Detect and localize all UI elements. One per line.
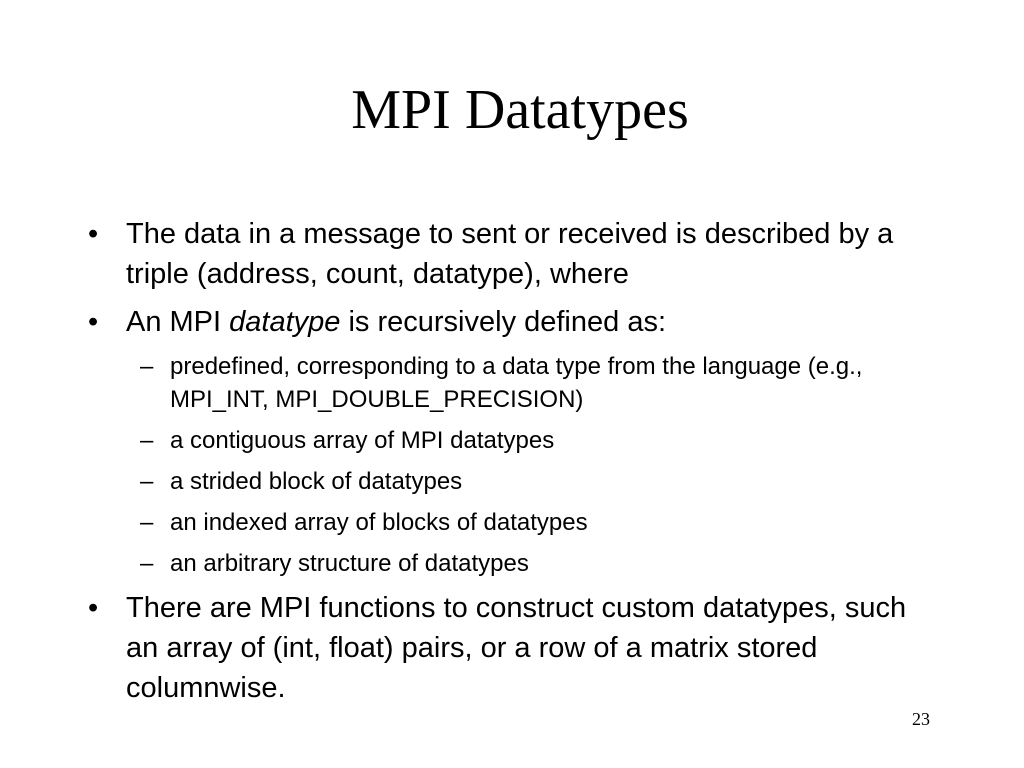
bullet-text-prefix: An MPI (126, 306, 230, 338)
sub-item-arbitrary-structure (88, 547, 928, 580)
emphasized-term: datatype (229, 306, 341, 338)
sub-item-text: a contiguous array of MPI datatypes (170, 427, 555, 454)
sub-item-text: an arbitrary structure of datatypes (170, 550, 529, 577)
bullet-item-custom-datatypes (88, 588, 928, 708)
bullet-item-triple (88, 214, 928, 294)
dash-marker: – (140, 468, 154, 495)
page-number: 23 (912, 709, 930, 729)
bullet-marker: • (88, 592, 99, 624)
dash-marker: – (140, 509, 154, 536)
bullet-text-suffix: is recursively defined as: (340, 306, 667, 338)
sub-item-text: an indexed array of blocks of datatypes (170, 509, 588, 536)
bullet-marker: • (88, 306, 99, 338)
dash-marker: – (140, 353, 154, 380)
dash-marker: – (140, 550, 154, 577)
dash-marker: – (140, 427, 154, 454)
slide-content (88, 214, 928, 716)
sub-item-predefined (88, 350, 928, 416)
sub-item-text: predefined, corresponding to a data type from the language (e.g., MPI_INT, MPI_DOUBLE_PRECISION) (170, 353, 863, 413)
bullet-marker: • (88, 218, 99, 250)
sub-item-text: a strided block of datatypes (170, 468, 463, 495)
bullet-item-datatype-definition (88, 302, 928, 342)
bullet-text: There are MPI functions to construct custom datatypes, such an array of (int, float) pairs, or a row of a matrix stored columnwise. (126, 592, 907, 704)
sub-item-contiguous-array (88, 424, 928, 457)
datatype-definition-sublist (88, 350, 928, 580)
slide-title: MPI Datatypes (351, 79, 689, 141)
bullet-text: The data in a message to sent or received is described by a triple (address, count, datatype), where (126, 218, 894, 290)
sub-item-indexed-array (88, 506, 928, 539)
sub-item-strided-block (88, 465, 928, 498)
